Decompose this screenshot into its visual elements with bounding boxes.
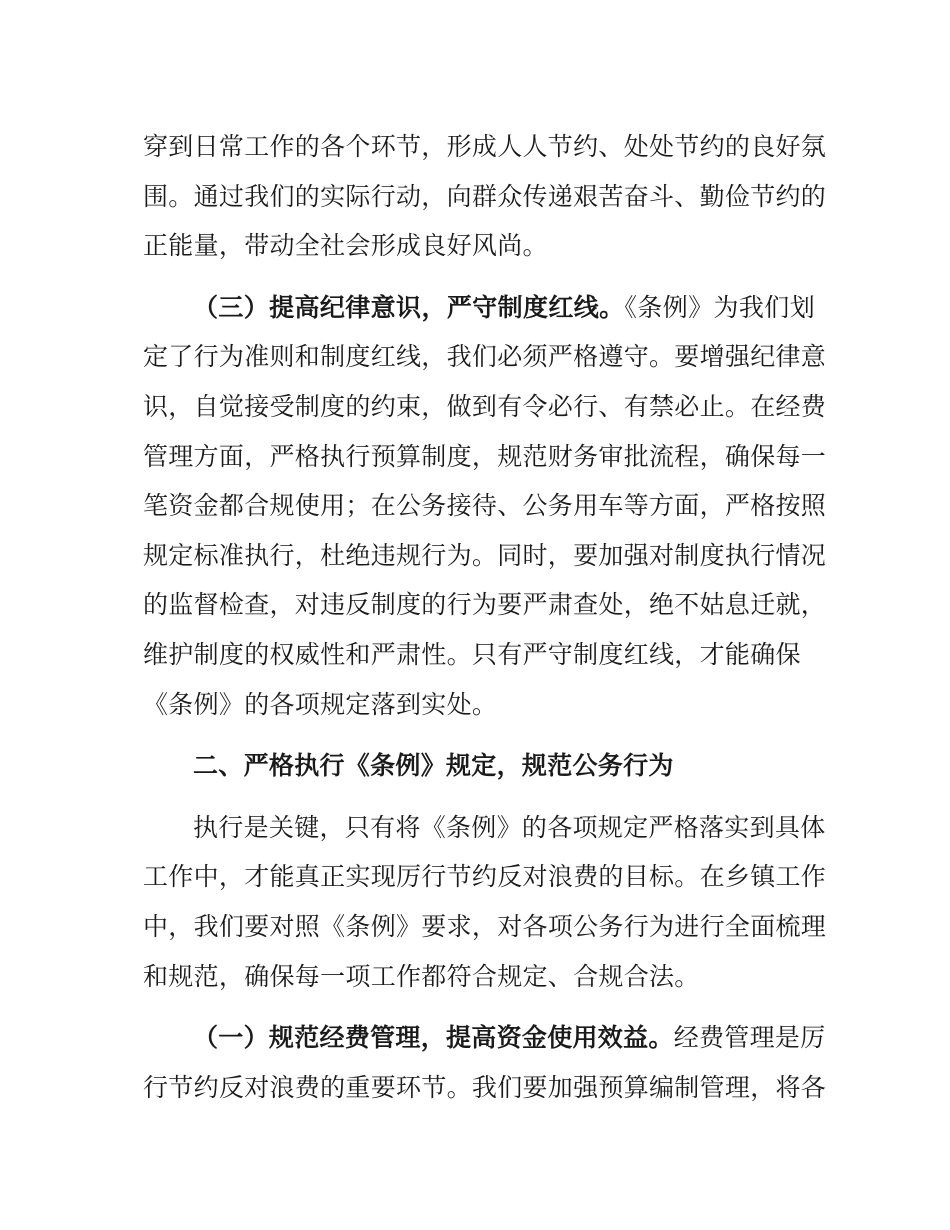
subheading: （一）规范经费管理，提高资金使用效益。 — [193, 1023, 674, 1053]
text-line: 围。通过我们的实际行动，向群众传递艰苦奋斗、勤俭节约的 — [143, 181, 827, 211]
text-line: 规定标准执行，杜绝违规行为。同时，要加强对制度执行情况 — [143, 540, 827, 570]
text-line: 穿到日常工作的各个环节，形成人人节约、处处节约的良好氛 — [143, 132, 827, 161]
text-line: 识，自觉接受制度的约束，做到有令必行、有禁必止。在经费 — [143, 391, 827, 421]
document-page — [143, 122, 827, 1112]
text-line: 维护制度的权威性和严肃性。只有严守制度红线，才能确保 — [143, 639, 801, 669]
text-line: 工作中，才能真正实现厉行节约反对浪费的目标。在乡镇工作 — [143, 862, 827, 892]
paragraph — [143, 1013, 827, 1112]
text-line: 正能量，带动全社会形成良好风尚。 — [143, 231, 548, 261]
text-line: 中，我们要对照《条例》要求，对各项公务行为进行全面梳理 — [143, 911, 827, 941]
section-heading — [143, 741, 815, 791]
text-line: 管理方面，严格执行预算制度，规范财务审批流程，确保每一 — [143, 441, 827, 471]
text-line: 笔资金都合规使用；在公务接待、公务用车等方面，严格按照 — [143, 491, 827, 521]
subheading: （三）提高纪律意识，严守制度红线。 — [193, 292, 625, 322]
text-run: 《条例》为我们划 — [624, 292, 815, 322]
section-title: 二、严格执行《条例》规定，规范公务行为 — [193, 751, 674, 781]
text-line: 的监督检查，对违反制度的行为要严肃查处，绝不姑息迁就， — [143, 590, 827, 620]
text-line: 执行是关键，只有将《条例》的各项规定严格落实到具体 — [193, 812, 826, 842]
text-line — [143, 1013, 826, 1063]
text-run: 经费管理是厉 — [673, 1023, 826, 1053]
text-line: 《条例》的各项规定落到实处。 — [143, 689, 498, 719]
paragraph — [143, 803, 827, 1001]
text-line: 行节约反对浪费的重要环节。我们要加强预算编制管理，将各 — [143, 1072, 827, 1102]
text-line: 和规范，确保每一项工作都符合规定、合规合法。 — [143, 961, 700, 991]
text-line — [143, 283, 815, 333]
text-line: 定了行为准则和制度红线，我们必须严格遵守。要增强纪律意 — [143, 342, 827, 372]
paragraph — [143, 283, 827, 729]
paragraph — [143, 122, 827, 271]
